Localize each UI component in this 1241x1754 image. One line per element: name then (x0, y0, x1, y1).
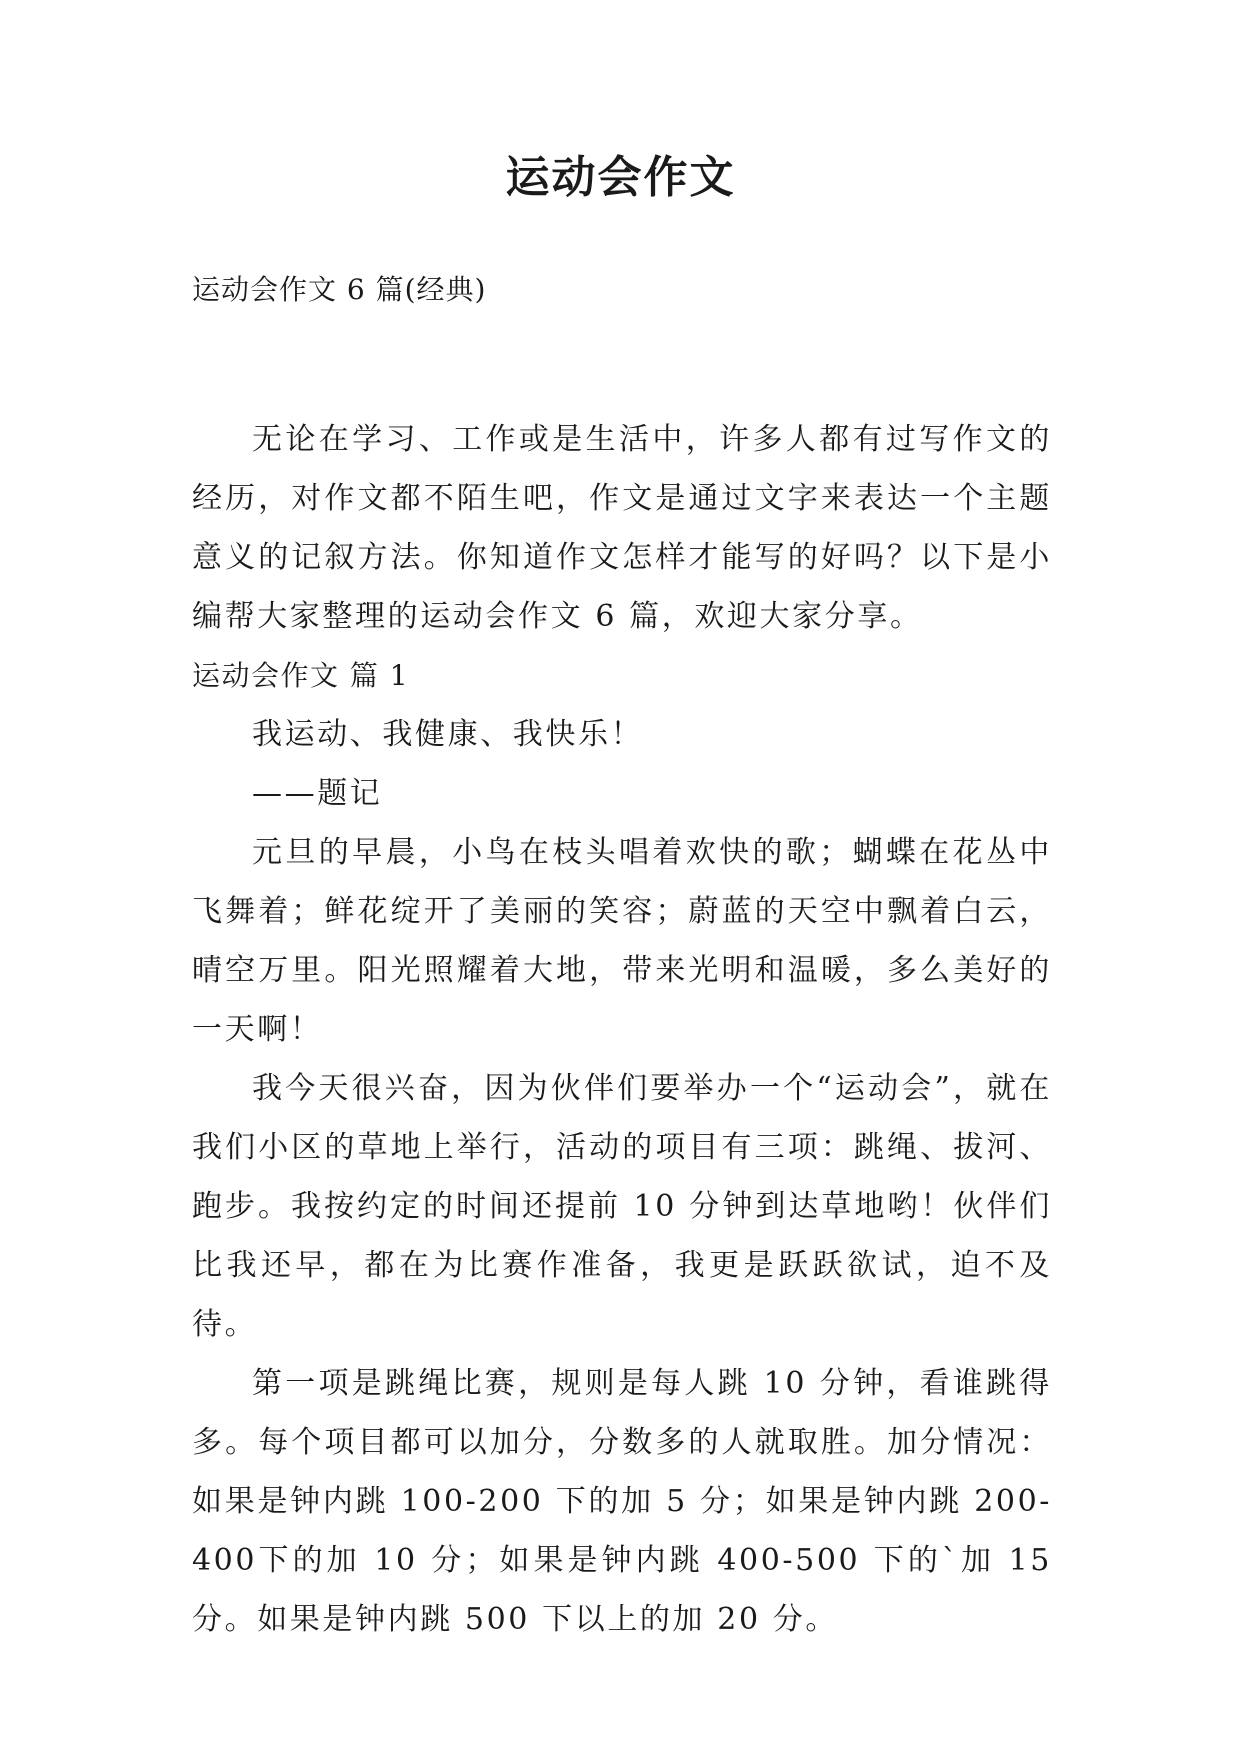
epigraph-attribution: ——题记 (252, 776, 383, 811)
document-title: 运动会作文 (505, 152, 736, 203)
body-paragraph: 元旦的早晨，小鸟在枝头唱着欢快的歌；蝴蝶在花丛中飞舞着；鲜花绽开了美丽的笑容；蔚蓝的天空中飘着白云，晴空万里。阳光照耀着大地，带来光明和温暖，多么美好的一天啊！ (192, 835, 1052, 1047)
section-heading: 运动会作文 篇 1 (192, 659, 410, 692)
intro-paragraph: 无论在学习、工作或是生活中，许多人都有过写作文的经历，对作文都不陌生吧，作文是通过文字来表达一个主题意义的记叙方法。你知道作文怎样才能写的好吗？以下是小编帮大家整理的运动会作文 6 篇，欢迎大家分享。 (192, 422, 1052, 634)
epigraph-line: 我运动、我健康、我快乐！ (252, 717, 644, 752)
document-subtitle: 运动会作文 6 篇(经典) (192, 273, 487, 306)
document-body (192, 410, 1052, 1649)
body-paragraph: 第一项是跳绳比赛，规则是每人跳 10 分钟，看谁跳得多。每个项目都可以加分，分数多的人就取胜。加分情况：如果是钟内跳 100-200 下的加 5 分；如果是钟内跳 200-400下的加 10 分；如果是钟内跳 400-500 下的`加 15 分。如果是钟内跳 500 下以上的加 20 分。 (192, 1366, 1052, 1637)
body-paragraph: 我今天很兴奋，因为伙伴们要举办一个“运动会”，就在我们小区的草地上举行，活动的项目有三项：跳绳、拔河、跑步。我按约定的时间还提前 10 分钟到达草地哟！伙伴们比我还早，都在为比赛作准备，我更是跃跃欲试，迫不及待。 (192, 1071, 1052, 1342)
